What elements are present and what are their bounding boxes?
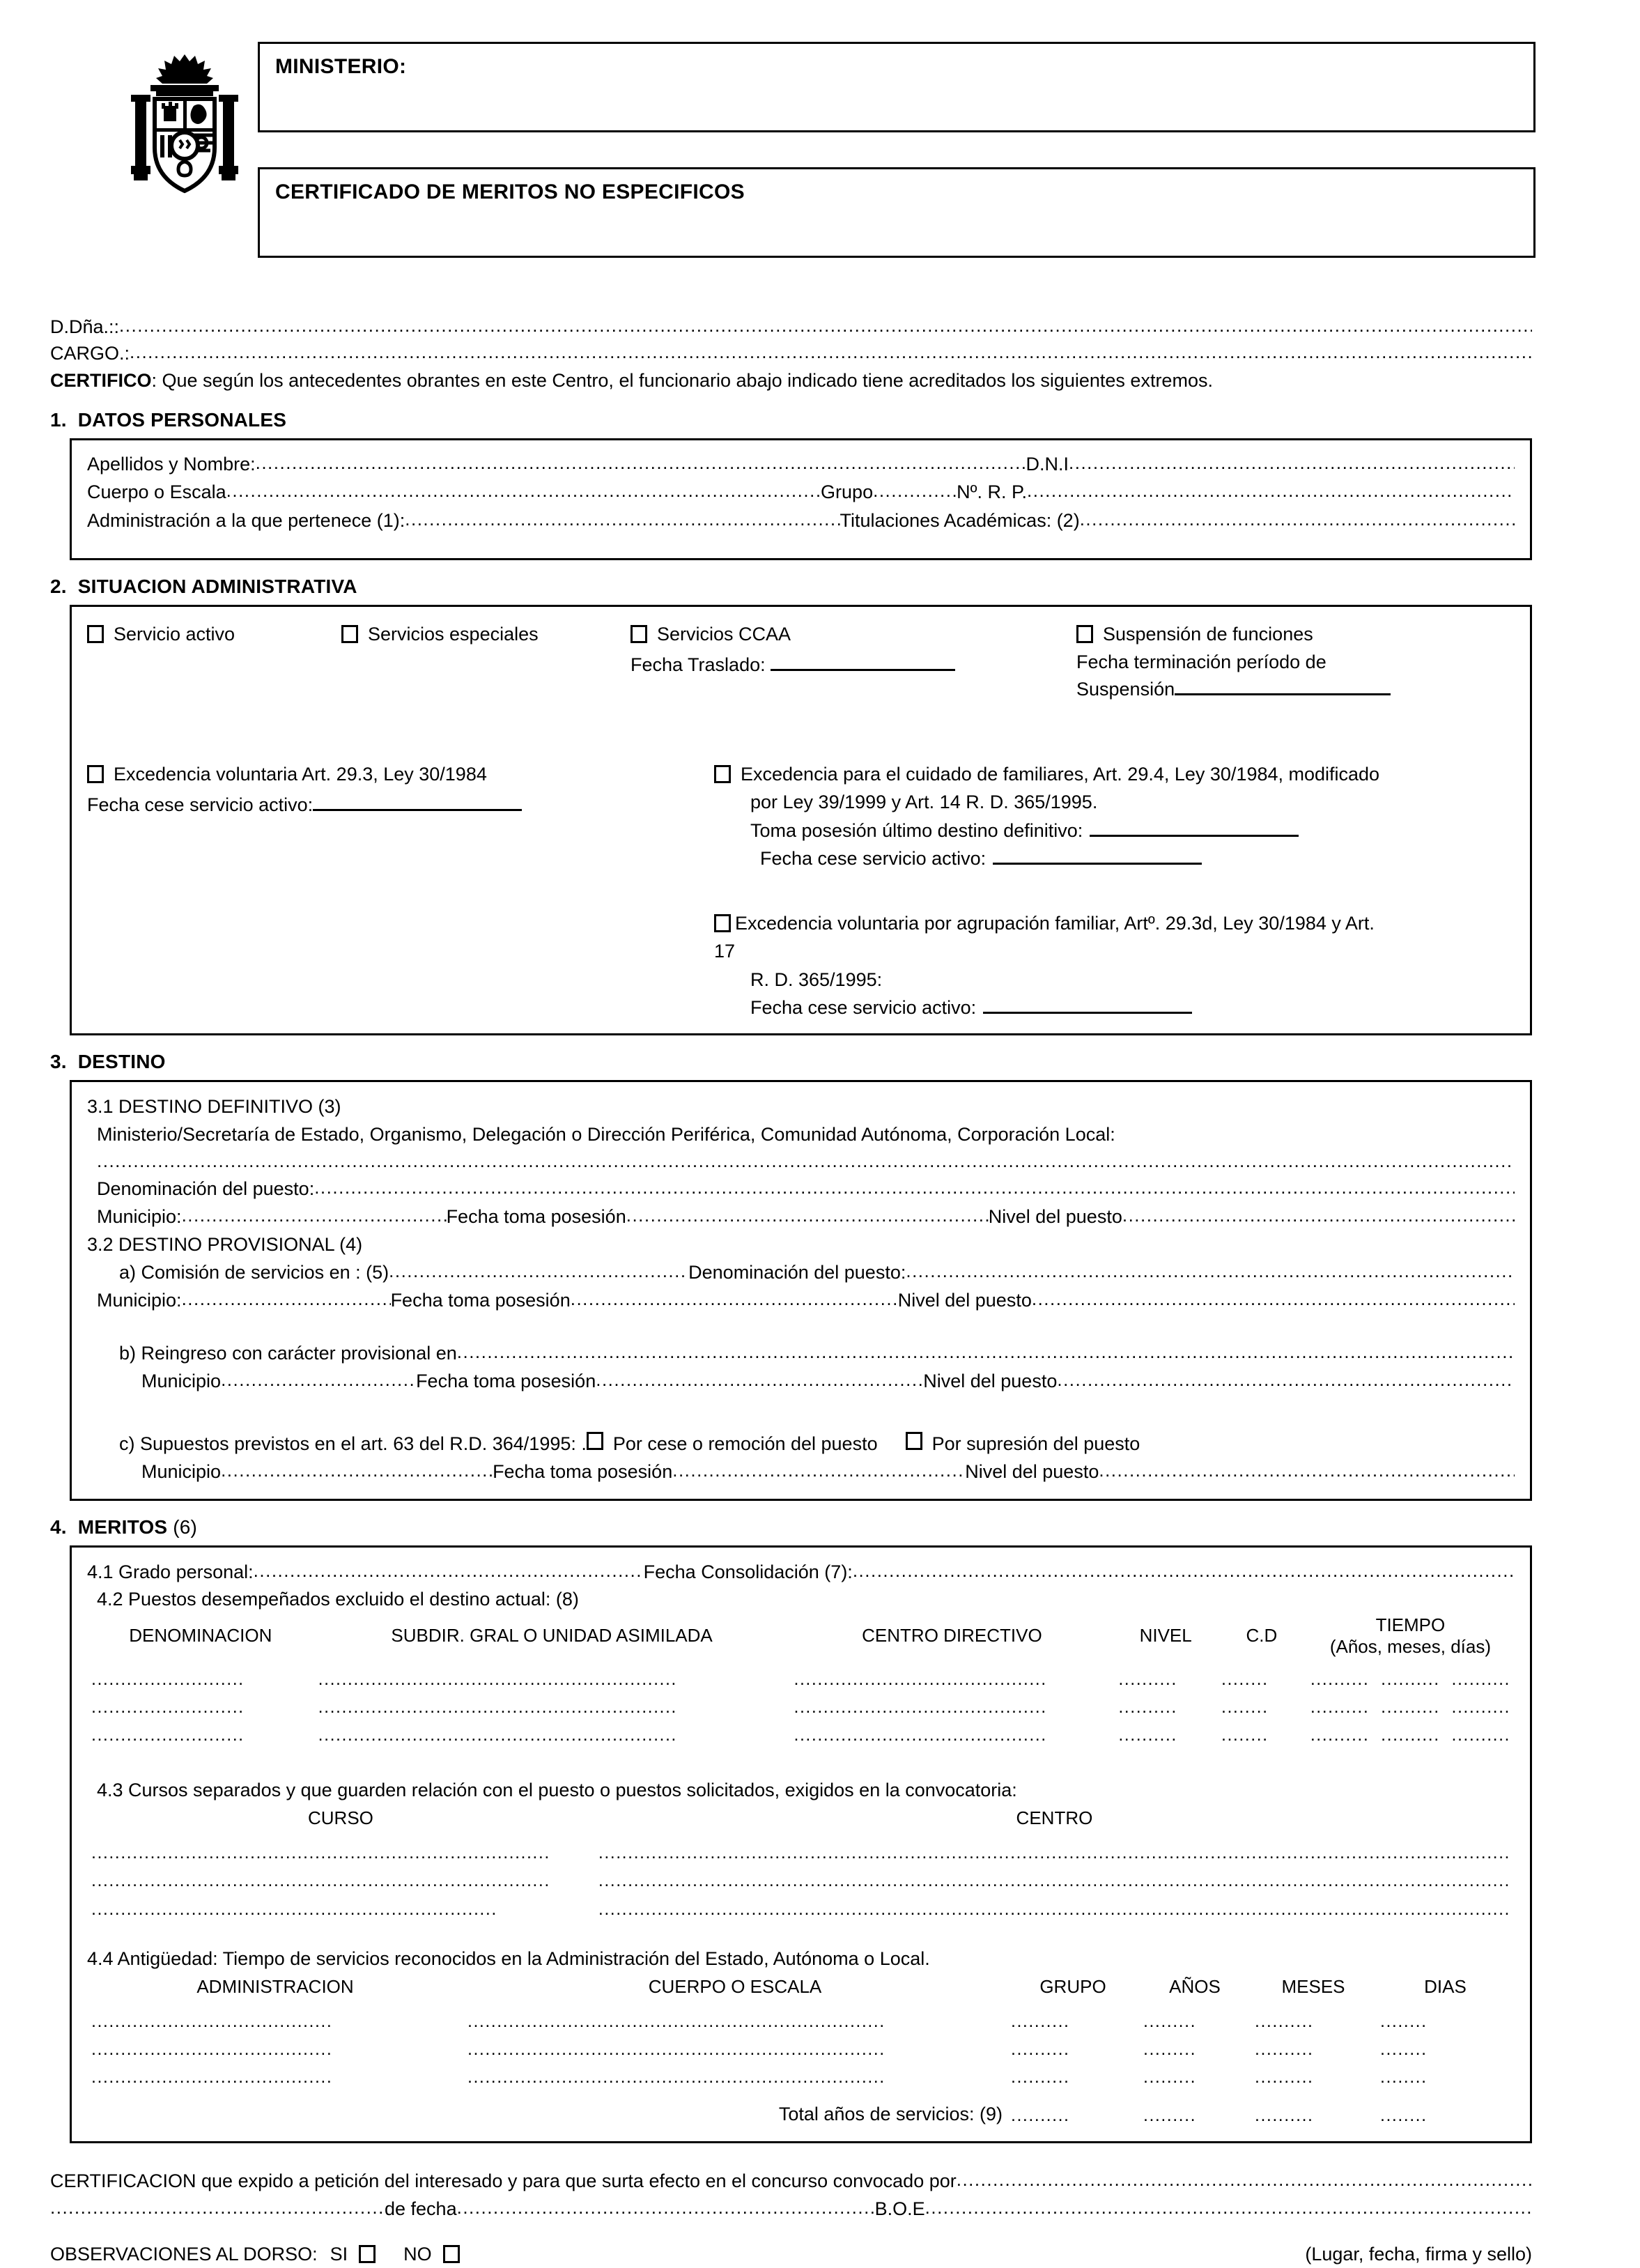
checkbox-servicios-ccaa[interactable] [631,625,647,643]
certificacion-row[interactable] [50,2167,1532,2196]
cell-administracion[interactable]: ......................................... [91,2067,333,2088]
lugar-fecha-firma-note: (Lugar, fecha, firma y sello) [1305,2243,1532,2265]
observaciones-label: OBSERVACIONES AL DORSO: [50,2243,318,2265]
label-agrupacion-familiar-l2: 17 [714,941,736,962]
th-curso: CURSO [307,1807,373,1829]
cuerpo-dots [226,478,821,504]
table-44-header-row [87,1973,1515,2007]
cell-tiempo[interactable]: .......... .......... .......... [1310,1697,1510,1717]
th-administracion: ADMINISTRACION [196,1975,354,1997]
municipio-label-31: Municipio: [97,1206,182,1228]
cell-meses[interactable]: .......... [1255,2011,1314,2031]
nivel-dots-a [1032,1287,1515,1312]
boe-label: B.O.E [874,2198,925,2220]
th-tiempo [1306,1613,1515,1665]
th-centro-directivo: CENTRO DIRECTIVO [862,1625,1042,1646]
input-fecha-cese-2[interactable] [993,849,1202,865]
dden-line[interactable] [50,314,1532,340]
spanish-coat-of-arms-icon [111,42,258,200]
label-agrupacion-familiar-l1: Excedencia voluntaria por agrupación familiar, Artº. 29.3d, Ley 30/1984 y Art. [735,912,1375,934]
cell-grupo[interactable]: .......... [1011,2067,1070,2088]
cargo-line[interactable] [50,340,1532,367]
th-tiempo-l1: TIEMPO [1375,1614,1446,1636]
label-por-supresion: Por supresión del puesto [931,1433,1140,1454]
form-header [0,0,1640,293]
titulaciones-label: Titulaciones Académicas: (2) [840,509,1080,531]
certifico-text: : Que según los antecedentes obrantes en este Centro, el funcionario abajo indicado tiene acreditados los siguientes extremos. [151,369,1213,391]
municipio-row-a[interactable] [87,1287,1515,1315]
option-servicios-especiales[interactable] [341,621,631,702]
dni-label: D.N.I [1026,453,1069,475]
input-fecha-traslado[interactable] [771,656,955,671]
label-rd-365: R. D. 365/1995: [750,969,883,990]
label-servicios-ccaa: Servicios CCAA [657,624,791,645]
cell-denominacion[interactable]: .......................... [91,1725,245,1745]
cell-nivel[interactable]: .......... [1118,1669,1177,1689]
denominacion-puesto-dots [314,1175,1515,1201]
item-a-row[interactable] [87,1259,1515,1287]
cell-centro[interactable]: ........................................................................................................................................................... [598,1899,1510,1919]
subsection-4-4-label: 4.4 Antigüedad: Tiempo de servicios reconocidos en la Administración del Estado, Autónoma o Local. [87,1947,930,1969]
nivel-label-a: Nivel del puesto [897,1290,1032,1311]
nivel-dots-31 [1122,1203,1515,1228]
option-servicios-ccaa[interactable] [631,621,1076,702]
input-fecha-cese-3[interactable] [983,998,1192,1014]
certificacion-dots [957,2167,1532,2193]
option-servicio-activo[interactable] [87,621,341,702]
section2-box [70,605,1532,1035]
header-field-boxes [258,42,1640,293]
section1-title: DATOS PERSONALES [77,408,287,431]
grado-personal-dots [254,1559,644,1584]
cell-dias[interactable]: ........ [1380,2067,1428,2088]
cell-denominacion[interactable]: .......................... [91,1697,245,1717]
option-agrupacion-familiar[interactable] [714,909,1515,1022]
nivel-label-31: Nivel del puesto [988,1206,1122,1228]
section1-number: 1. [50,408,67,431]
cell-total-anos[interactable]: ......... [1143,2106,1197,2126]
section1-heading [0,394,1640,438]
fecha-consolidacion-label: Fecha Consolidación (7): [643,1561,853,1582]
cell-cd[interactable]: ........ [1221,1725,1269,1745]
cell-dias[interactable]: ........ [1380,2039,1428,2059]
checkbox-suspension-funciones[interactable] [1076,625,1093,643]
checkbox-por-supresion[interactable] [906,1432,922,1450]
label-fecha-cese-3: Fecha cese servicio activo: [750,997,977,1019]
cell-cuerpo-escala[interactable]: ....................................................................... [467,2039,885,2059]
municipio-label-c: Municipio [141,1460,222,1482]
dden-label: D.Dña.:: [50,316,120,337]
section3-number: 3. [50,1050,67,1072]
th-grupo: GRUPO [1039,1975,1106,1997]
cargo-label: CARGO.: [50,343,130,364]
subsection-3-1-desc: Ministerio/Secretaría de Estado, Organismo, Delegación o Dirección Periférica, Comunidad Autónoma, Corporación Local: [97,1123,1115,1145]
municipio-dots-a [182,1287,391,1312]
cell-administracion[interactable]: ......................................... [91,2011,333,2031]
table-43-body [87,1839,1515,1923]
de-fecha-label: de fecha [385,2198,457,2220]
grupo-dots [873,478,957,504]
label-excedencia-familiares-l1: Excedencia para el cuidado de familiares, Art. 29.4, Ley 30/1984, modificado [741,763,1380,785]
table-row[interactable] [87,2007,1515,2035]
section4-title: MERITOS [77,1515,168,1538]
cell-centro[interactable]: ........................................... [794,1669,1047,1689]
input-fecha-terminacion-suspension[interactable] [1175,680,1391,695]
label-fecha-traslado: Fecha Traslado: [631,654,766,675]
cell-anos[interactable]: ......... [1143,2067,1197,2088]
checkbox-servicios-especiales[interactable] [341,625,358,643]
fecha-toma-label-a: Fecha toma posesión [390,1290,571,1311]
cell-total-grupo[interactable]: .......... [1011,2106,1070,2126]
cell-cuerpo-escala[interactable]: ....................................................................... [467,2067,885,2088]
item-a-denominacion-dots [906,1259,1515,1284]
municipio-dots-31 [182,1203,447,1228]
nivel-label-b: Nivel del puesto [923,1371,1058,1391]
cell-subdir[interactable]: ............................................................. [318,1669,677,1689]
fecha-lead-dots [50,2195,385,2221]
nivel-label-c: Nivel del puesto [965,1460,1099,1482]
cell-grupo[interactable]: .......... [1011,2011,1070,2031]
section4-note: (6) [173,1515,198,1538]
section2-title: SITUACION ADMINISTRATIVA [77,576,357,598]
cell-centro[interactable]: ........................................................................................................................................................... [598,1843,1510,1863]
cell-cuerpo-escala[interactable]: ....................................................................... [467,2011,885,2031]
checkbox-observaciones-no[interactable] [443,2245,460,2263]
item-c-label: c) Supuestos previstos en el art. 63 del R.D. 364/1995: . [119,1433,587,1454]
cell-total-meses[interactable]: .......... [1255,2106,1314,2126]
grado-personal-row[interactable] [87,1559,1515,1586]
municipio-row-c[interactable] [87,1458,1515,1486]
apellidos-dots [256,450,1026,477]
section4-box [70,1545,1532,2143]
grupo-label: Grupo [821,481,874,503]
cargo-dots [130,340,1532,365]
certificacion-text: CERTIFICACION que expido a petición del interesado y para que surta efecto en el concurso convocado por [50,2170,957,2191]
cell-nivel[interactable]: .......... [1118,1697,1177,1717]
nivel-dots-b [1057,1368,1515,1393]
item-b-row[interactable] [87,1340,1515,1368]
section2-number: 2. [50,576,67,598]
cuerpo-label: Cuerpo o Escala [87,481,226,503]
cell-meses[interactable]: .......... [1255,2067,1314,2088]
total-anos-label: Total años de servicios: (9) [778,2104,1003,2125]
municipio-label-a: Municipio: [97,1290,182,1311]
checkbox-observaciones-si[interactable] [359,2245,376,2263]
administracion-dots [405,507,840,533]
situacion-row-1 [87,621,1515,702]
cell-subdir[interactable]: ............................................................. [318,1697,677,1717]
destino-definitivo-dots [97,1149,1515,1174]
table-row[interactable] [87,1665,1515,1693]
no-label: NO [403,2243,432,2265]
option-group-excedencias [714,760,1515,1022]
cell-centro[interactable]: ........................................................................................................................................................... [598,1871,1510,1891]
si-label: SI [330,2243,348,2265]
checkbox-por-cese-remocion[interactable] [587,1432,603,1450]
th-tiempo-l2: (Años, meses, días) [1329,1636,1492,1658]
subsection-4-2-label: 4.2 Puestos desempeñados excluido el destino actual: (8) [97,1589,579,1610]
fecha-toma-dots-c [672,1458,965,1483]
checkbox-excedencia-familiares[interactable] [714,765,731,783]
th-subdir-gral: SUBDIR. GRAL O UNIDAD ASIMILADA [391,1625,713,1646]
cell-total-dias[interactable]: ........ [1380,2106,1428,2126]
cell-administracion[interactable]: ......................................... [91,2039,333,2059]
table-row[interactable] [87,1839,1515,1867]
input-fecha-cese-1[interactable] [313,796,522,811]
cell-anos[interactable]: ......... [1143,2011,1197,2031]
apellidos-label: Apellidos y Nombre: [87,453,256,475]
table-cursos [87,1804,1515,1922]
fecha-toma-label-c: Fecha toma posesión [493,1460,673,1482]
cell-denominacion[interactable]: .......................... [91,1669,245,1689]
fecha-toma-label-31: Fecha toma posesión [446,1206,626,1228]
label-suspension-funciones: Suspensión de funciones [1103,624,1313,645]
cell-curso[interactable]: .............................................................................. [91,1843,550,1863]
ministerio-field[interactable]: MINISTERIO: [258,42,1535,132]
cell-centro[interactable]: ........................................... [794,1697,1047,1717]
label-excedencia-voluntaria: Excedencia voluntaria Art. 29.3, Ley 30/1984 [114,763,487,785]
form-footer [0,2143,1640,2268]
item-b-label: b) Reingreso con carácter provisional en [119,1343,457,1364]
table-row[interactable] [87,1693,1515,1721]
cell-nivel[interactable]: .......... [1118,1725,1177,1745]
th-nivel: NIVEL [1139,1625,1192,1646]
table-row[interactable] [87,1721,1515,1749]
subsection-4-3-label: 4.3 Cursos separados y que guarden relación con el puesto o puestos solicitados, exigidos en la convocatoria: [97,1780,1017,1801]
cuerpo-row[interactable] [87,478,1515,507]
checkbox-excedencia-voluntaria[interactable] [87,765,104,783]
section3-heading [0,1035,1640,1080]
table-puestos-desempenados [87,1613,1515,1749]
section1-box [70,438,1532,561]
dden-dots [119,314,1532,339]
label-por-cese-remocion: Por cese o remoción del puesto [612,1433,878,1454]
th-dias: DIAS [1424,1975,1467,1997]
cell-cd[interactable]: ........ [1221,1697,1269,1717]
subsection-3-2-title: 3.2 DESTINO PROVISIONAL (4) [87,1234,363,1256]
item-c-row[interactable] [87,1430,1515,1458]
fecha-consolidacion-dots [853,1559,1515,1584]
apellidos-row[interactable] [87,450,1515,479]
administracion-row[interactable] [87,507,1515,535]
nivel-dots-c [1099,1458,1515,1483]
cell-centro[interactable]: ........................................... [794,1725,1047,1745]
th-meses: MESES [1281,1975,1345,1997]
fecha-toma-dots-b [596,1368,923,1393]
checkbox-servicio-activo[interactable] [87,625,104,643]
label-servicio-activo: Servicio activo [114,624,235,645]
th-cuerpo-escala: CUERPO O ESCALA [648,1975,822,1997]
administracion-label: Administración a la que pertenece (1): [87,509,405,531]
nrp-label: Nº. R. P. [957,481,1027,503]
label-fecha-cese-1: Fecha cese servicio activo: [87,794,314,816]
th-denominacion: DENOMINACION [129,1625,272,1646]
destino-definitivo-freeline[interactable] [87,1149,1515,1175]
municipio-dots-b [221,1368,416,1393]
input-toma-posesion[interactable] [1090,821,1299,837]
titulaciones-dots [1080,507,1515,533]
certifico-line [50,367,1532,394]
denominacion-puesto-label: Denominación del puesto: [97,1178,315,1200]
checkbox-agrupacion-familiar[interactable] [714,914,731,932]
option-excedencia-voluntaria[interactable] [87,760,714,1022]
nrp-dots [1027,478,1515,504]
label-fecha-terminacion-l1: Fecha terminación período de [1076,651,1326,672]
th-anos: AÑOS [1169,1975,1221,1997]
boe-dots [925,2195,1532,2221]
fecha-toma-label-b: Fecha toma posesión [416,1371,596,1391]
dni-dots [1069,450,1515,477]
fecha-toma-dots-31 [626,1203,989,1228]
fecha-boe-row[interactable] [50,2195,1532,2223]
municipio-row-31[interactable] [87,1203,1515,1231]
label-fecha-terminacion-l2: Suspensión [1076,678,1175,700]
cell-tiempo[interactable]: .......... .......... .......... [1310,1669,1510,1689]
option-excedencia-familiares[interactable] [714,760,1515,873]
section4-heading [0,1501,1640,1545]
cell-anos[interactable]: ......... [1143,2039,1197,2059]
preamble-block [0,293,1640,394]
cell-cd[interactable]: ........ [1221,1669,1269,1689]
section4-number: 4. [50,1515,67,1538]
table-antiguedad [87,1973,1515,2130]
denominacion-puesto-row[interactable] [87,1175,1515,1203]
de-fecha-dots [457,2195,875,2221]
section3-box [70,1080,1532,1501]
th-centro: CENTRO [1016,1807,1093,1829]
table-42-header-row [87,1613,1515,1665]
cell-subdir[interactable]: ............................................................. [318,1725,677,1745]
section3-title: DESTINO [77,1050,166,1072]
table-44-body [87,2007,1515,2130]
table-43-header-row [87,1804,1515,1839]
cell-grupo[interactable]: .......... [1011,2039,1070,2059]
cell-curso[interactable]: ..................................................................... [91,1899,497,1919]
cell-meses[interactable]: .......... [1255,2039,1314,2059]
table-row[interactable] [87,1895,1515,1923]
municipio-row-b[interactable] [87,1368,1515,1396]
item-a-dots [389,1259,688,1284]
option-suspension-funciones[interactable] [1076,621,1515,702]
label-servicios-especiales: Servicios especiales [368,624,539,645]
cell-tiempo[interactable]: .......... .......... .......... [1310,1725,1510,1745]
certifico-label: CERTIFICO [50,369,152,391]
table-total-row [87,2091,1515,2129]
cell-dias[interactable]: ........ [1380,2011,1428,2031]
table-row[interactable] [87,2063,1515,2091]
label-fecha-cese-2: Fecha cese servicio activo: [760,848,987,870]
item-a-label: a) Comisión de servicios en : (5) [119,1262,389,1283]
item-b-dots [457,1340,1515,1365]
municipio-label-b: Municipio [141,1371,222,1391]
subsection-3-1-title: 3.1 DESTINO DEFINITIVO (3) [87,1095,341,1117]
table-row[interactable] [87,2035,1515,2063]
label-toma-posesion: Toma posesión último destino definitivo: [750,819,1083,841]
municipio-dots-c [221,1458,493,1483]
grado-personal-label: 4.1 Grado personal: [87,1561,254,1582]
table-row[interactable] [87,1867,1515,1895]
observaciones-row [50,2240,1532,2268]
section2-heading [0,560,1640,605]
certificado-title-box: CERTIFICADO DE MERITOS NO ESPECIFICOS [258,167,1535,258]
item-a-denominacion-label: Denominación del puesto: [688,1262,906,1283]
fecha-toma-dots-a [571,1287,898,1312]
situacion-row-2 [87,760,1515,1022]
cell-curso[interactable]: .............................................................................. [91,1871,550,1891]
table-42-body [87,1665,1515,1750]
th-cd: C.D [1246,1625,1278,1646]
label-excedencia-familiares-l2: por Ley 39/1999 y Art. 14 R. D. 365/1995. [750,792,1098,813]
